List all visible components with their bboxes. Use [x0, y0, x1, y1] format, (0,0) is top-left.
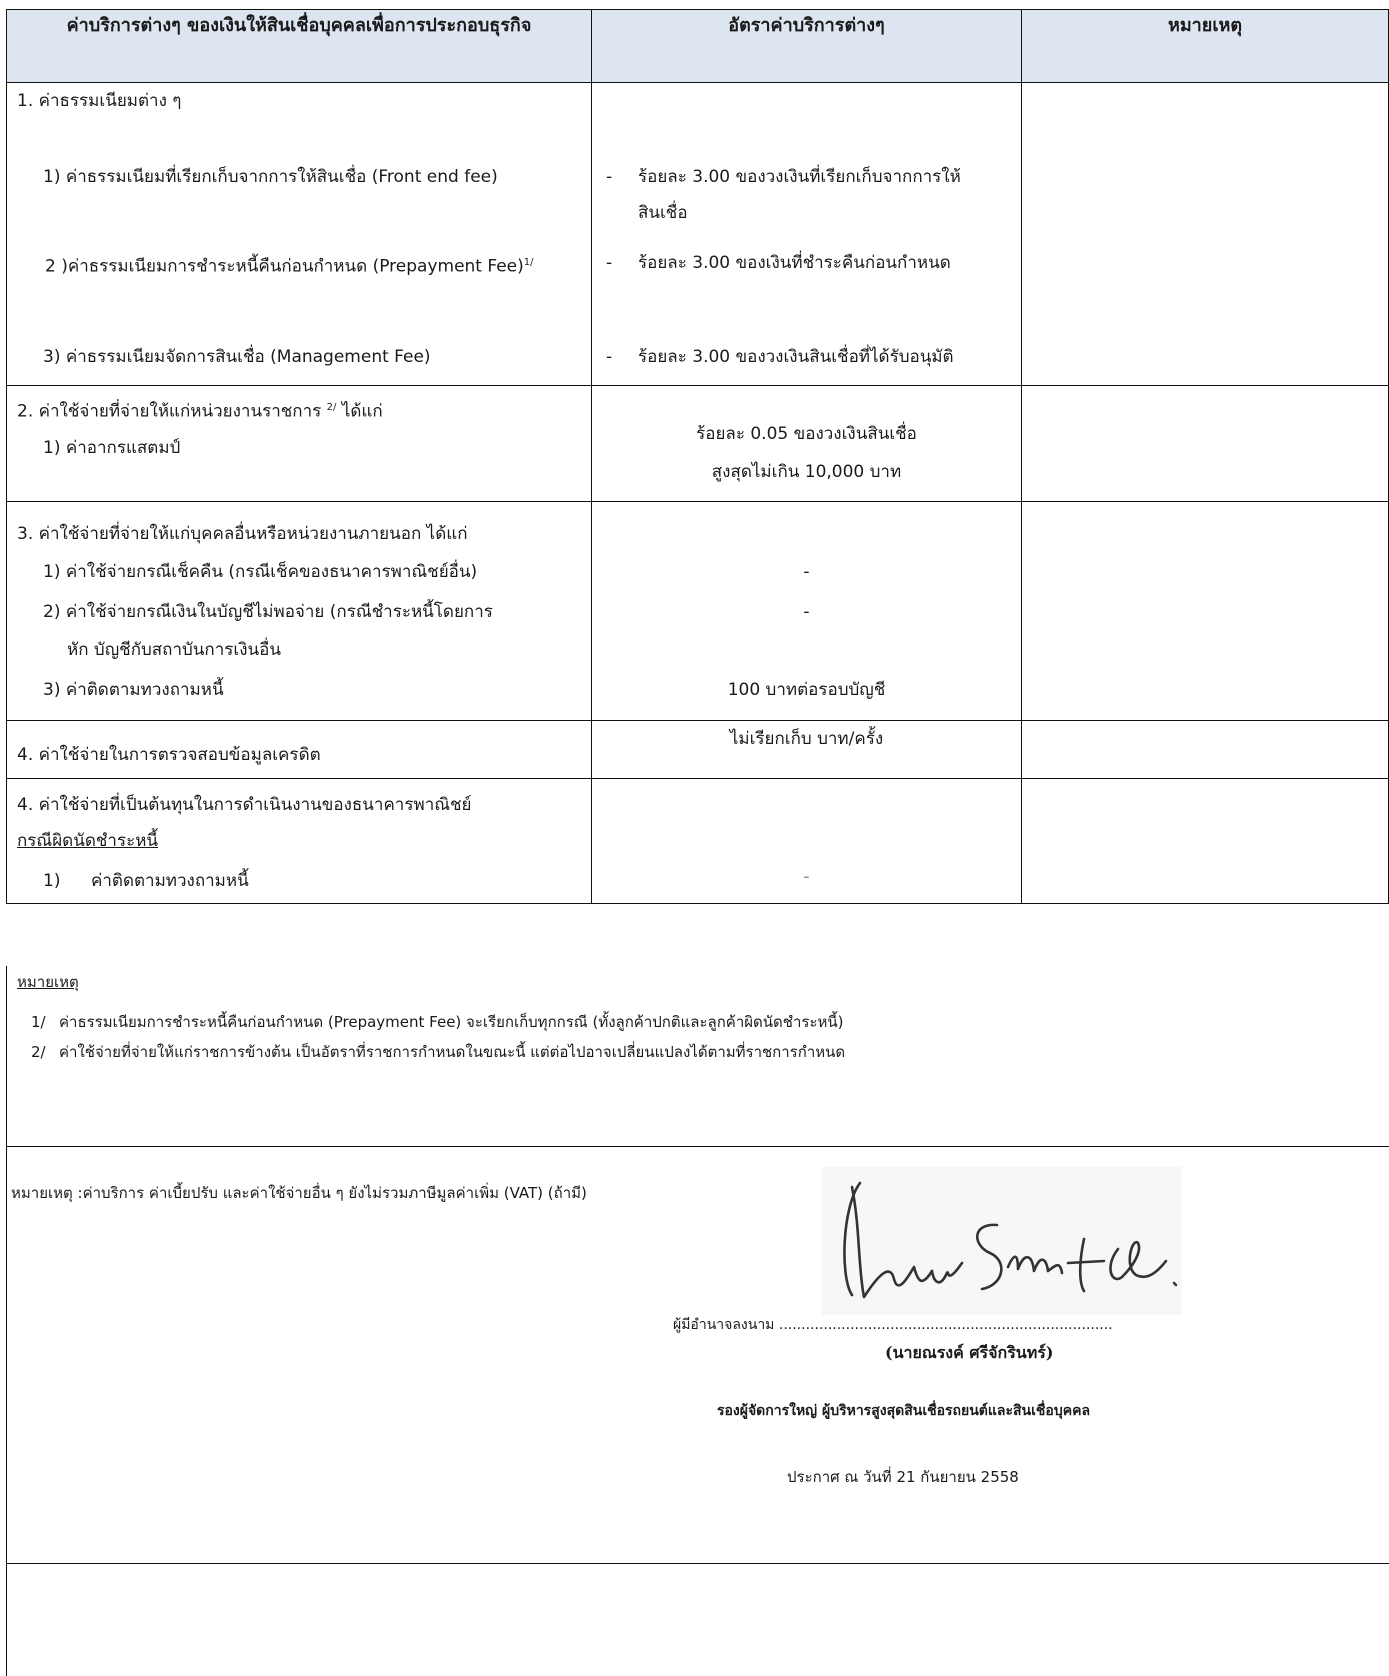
footnote-text: ค่าใช้จ่ายที่จ่ายให้แก่ราชการข้างต้น เป็นอัตราที่ราชการกำหนดในขณะนี้ แต่ต่อไปอาจเปลี่ยนแปลงได้ตามที่ราชการกำหนด	[59, 1043, 846, 1061]
table-row-operating-cost	[7, 779, 1389, 904]
announcement-date: ประกาศ ณ วันที่ 21 กันยายน 2558	[787, 1468, 1019, 1486]
rate-value: สูงสุดไม่เกิน 10,000 บาท	[711, 462, 902, 482]
footnotes-heading: หมายเหตุ	[17, 973, 79, 991]
remark-cell	[1022, 721, 1389, 779]
fee-item: 1) ค่าอากรแสตมป์	[43, 438, 181, 458]
footnote-marker: 1/	[523, 257, 534, 268]
signatory-label: ผู้มีอำนาจลงนาม ...........................................................................	[673, 1317, 1113, 1333]
fee-item: 3) ค่าติดตามทวงถามหนี้	[43, 680, 224, 700]
empty-bottom-box	[6, 1563, 1389, 1676]
rate-value: ร้อยละ 0.05 ของวงเงินสินเชื่อ	[696, 424, 917, 444]
footnotes	[6, 966, 1389, 1146]
section-title: 2. ค่าใช้จ่ายที่จ่ายให้แก่หน่วยงานราชการ $^{2/}$ ได้แก่	[17, 401, 383, 422]
table-row-credit-check	[7, 721, 1389, 779]
table-row-government	[7, 386, 1389, 502]
handwritten-signature	[822, 1167, 1182, 1315]
bullet-dash: -	[606, 253, 613, 273]
bullet-dash: -	[606, 167, 613, 187]
section-title: 4. ค่าใช้จ่ายที่เป็นต้นทุนในการดำเนินงานของธนาคารพาณิชย์	[17, 795, 472, 815]
table-row-fees	[7, 83, 1389, 386]
section-subtitle: กรณีผิดนัดชำระหนี้	[17, 831, 159, 851]
signature-section	[6, 1146, 1389, 1565]
fee-item: 2) ค่าใช้จ่ายกรณีเงินในบัญชีไม่พอจ่าย (กรณีชำระหนี้โดยการ	[43, 602, 493, 622]
section-title: 4. ค่าใช้จ่ายในการตรวจสอบข้อมูลเครดิต	[17, 745, 321, 765]
bullet-dash: -	[606, 347, 613, 367]
rate-value: สินเชื่อ	[638, 203, 688, 223]
column-header-service: ค่าบริการต่างๆ ของเงินให้สินเชื่อบุคคลเพื่อการประกอบธุรกิจ	[7, 10, 592, 83]
footnote-number: 2/	[31, 1043, 46, 1061]
item-number: 1)	[43, 871, 61, 891]
vat-note: หมายเหตุ :ค่าบริการ ค่าเบี้ยปรับ และค่าใช้จ่ายอื่น ๆ ยังไม่รวมภาษีมูลค่าเพิ่ม (VAT) (ถ้ามี)	[11, 1184, 587, 1202]
rate-value: -	[803, 867, 810, 887]
rate-value: ไม่เรียกเก็บ บาท/ครั้ง	[729, 729, 884, 749]
section-title: 1. ค่าธรรมเนียมต่าง ๆ	[17, 91, 182, 111]
remark-cell	[1022, 386, 1389, 502]
signature-line: ...........................................................................	[778, 1317, 1113, 1333]
footnote-text: ค่าธรรมเนียมการชำระหนี้คืนก่อนกำหนด (Prepayment Fee) จะเรียกเก็บทุกกรณี (ทั้งลูกค้าปกติและลูกค้าผิดนัดชำระหนี้)	[59, 1013, 844, 1031]
section-title: 3. ค่าใช้จ่ายที่จ่ายให้แก่บุคคลอื่นหรือหน่วยงานภายนอก ได้แก่	[17, 524, 468, 544]
fee-item: 3) ค่าธรรมเนียมจัดการสินเชื่อ (Management Fee)	[43, 347, 431, 367]
rate-value: 100 บาทต่อรอบบัญชี	[727, 680, 886, 700]
table-row-third-party	[7, 502, 1389, 721]
column-header-remark: หมายเหตุ	[1022, 10, 1389, 83]
footnote-number: 1/	[31, 1013, 46, 1031]
remark-cell	[1022, 779, 1389, 904]
remark-cell	[1022, 502, 1389, 721]
fee-item: ค่าติดตามทวงถามหนี้	[91, 871, 249, 891]
fee-table	[6, 9, 1389, 904]
column-header-rate: อัตราค่าบริการต่างๆ	[592, 10, 1022, 83]
footnote-marker: 2/	[326, 402, 337, 413]
fee-item: 1) ค่าใช้จ่ายกรณีเช็คคืน (กรณีเช็คของธนาคารพาณิชย์อื่น)	[43, 562, 478, 582]
rate-value: ร้อยละ 3.00 ของวงเงินสินเชื่อที่ได้รับอนุมัติ	[638, 347, 954, 367]
remark-cell	[1022, 83, 1389, 386]
rate-value: -	[803, 562, 810, 582]
table-header-row	[7, 10, 1389, 83]
signer-title: รองผู้จัดการใหญ่ ผู้บริหารสูงสุดสินเชื่อรถยนต์และสินเชื่อบุคคล	[717, 1403, 1091, 1419]
signer-name: (นายณรงค์ ศรีจักรินทร์)	[885, 1343, 1054, 1362]
fee-item: หัก บัญชีกับสถาบันการเงินอื่น	[67, 640, 281, 660]
rate-value: -	[803, 602, 810, 622]
fee-item: 2 )ค่าธรรมเนียมการชำระหนี้คืนก่อนกำหนด (Prepayment Fee)$^{1/}$	[45, 256, 534, 277]
fee-item: 1) ค่าธรรมเนียมที่เรียกเก็บจากการให้สินเชื่อ (Front end fee)	[43, 167, 498, 187]
rate-value: ร้อยละ 3.00 ของวงเงินที่เรียกเก็บจากการให้	[638, 167, 961, 187]
rate-value: ร้อยละ 3.00 ของเงินที่ชำระคืนก่อนกำหนด	[638, 253, 951, 273]
